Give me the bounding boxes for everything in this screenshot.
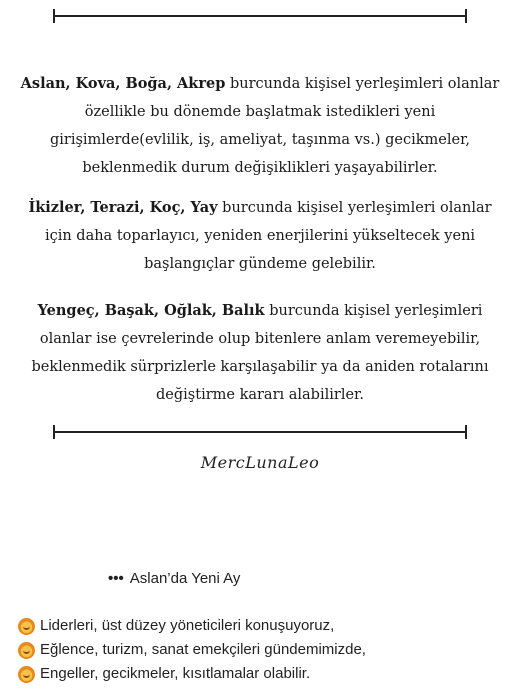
lion-face-icon	[18, 642, 35, 659]
bottom-divider	[53, 431, 467, 433]
paragraph-2-signs: İkizler, Terazi, Koç, Yay	[28, 199, 218, 216]
signature: MercLunaLeo	[200, 453, 320, 472]
list-item-text: Eğlence, turizm, sanat emekçileri gündemimizde,	[40, 641, 366, 658]
list-item-text: Liderleri, üst düzey yöneticileri konuşuyoruz,	[40, 617, 335, 634]
list-item	[18, 614, 508, 638]
more-dots-icon: •••	[108, 570, 124, 587]
caption-headline	[108, 570, 240, 587]
post-paragraph-1	[20, 70, 500, 182]
list-item	[18, 662, 508, 686]
list-item-text: Engeller, gecikmeler, kısıtlamalar olabilir.	[40, 665, 311, 682]
paragraph-2-text: burcunda kişisel yerleşimleri olanlar için daha toparlayıcı, yeniden enerjilerini yükseltecek yeni başlangıçlar gündeme gelebilir.	[44, 200, 492, 272]
top-divider	[53, 15, 467, 17]
paragraph-3-signs: Yengeç, Başak, Oğlak, Balık	[37, 302, 265, 319]
post-paragraph-2	[20, 194, 500, 278]
caption-list	[18, 614, 508, 686]
caption-title: Aslan’da Yeni Ay	[129, 570, 241, 587]
paragraph-1-signs: Aslan, Kova, Boğa, Akrep	[20, 75, 226, 92]
list-item	[18, 638, 508, 662]
lion-face-icon	[18, 618, 35, 635]
lion-face-icon	[18, 666, 35, 683]
paragraph-1-text: burcunda kişisel yerleşimleri olanlar özellikle bu dönemde başlatmak istedikleri yeni girişimlerde(evlilik, iş, ameliyat, taşınma vs.) gecikmeler, beklenmedik durum değişiklikleri yaşayabilirler.	[49, 76, 500, 176]
paragraph-3-text: burcunda kişisel yerleşimleri olanlar ise çevrelerinde olup bitenlere anlam veremeyebilir, beklenmedik sürprizlerle karşılaşabilir ya da aniden rotalarını değiştirme kararı alabilirler.	[31, 303, 489, 403]
post-paragraph-3	[20, 297, 500, 409]
